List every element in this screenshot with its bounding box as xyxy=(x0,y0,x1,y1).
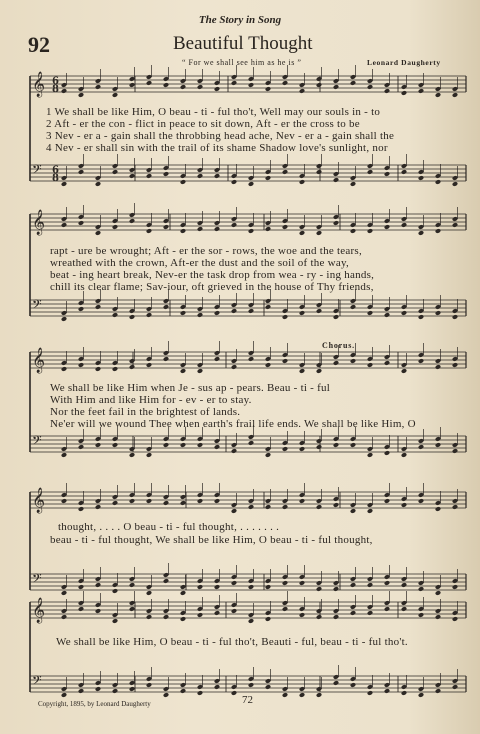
system-2-treble-note xyxy=(146,228,152,234)
system-2-bass-note xyxy=(214,310,220,316)
system-2-treble-note xyxy=(401,222,407,228)
system-1-treble-note xyxy=(61,88,67,94)
system-3-treble-note xyxy=(248,356,254,362)
system-1-bass-note xyxy=(61,181,67,187)
system-1-bass-note xyxy=(282,169,288,175)
system-1-bass-note xyxy=(180,179,186,185)
system-1-bass-note xyxy=(197,173,203,179)
system-3-bass-note xyxy=(180,442,186,448)
system-2-bass-note xyxy=(367,310,373,316)
system-2-treble-note xyxy=(316,230,322,236)
system-5-bass-note xyxy=(316,692,322,698)
system-1-treble-note xyxy=(316,82,322,88)
system-3-bass-note xyxy=(299,446,305,452)
system-1-treble-note xyxy=(333,84,339,90)
verse-1-line-1: 1 We shall be like Him, O beau - ti - ful tho't, Well may our souls in - to xyxy=(46,106,381,118)
system-1-treble-note xyxy=(299,88,305,94)
system-4-bass-note xyxy=(384,580,390,586)
system-3-treble-note xyxy=(282,358,288,364)
system-4-bass-note xyxy=(78,584,84,590)
system-3-bass-note xyxy=(418,444,424,450)
chorus-line-1: We shall be like Him when Je - sus ap - pears. Beau - ti - ful xyxy=(50,382,331,394)
system-3-treble-note xyxy=(418,358,424,364)
system-2-treble-note xyxy=(418,230,424,236)
system-5-bass-note xyxy=(384,688,390,694)
system-4-bass-note xyxy=(367,582,373,588)
system-2-bass-note xyxy=(61,316,67,322)
system-1-bass-note xyxy=(163,171,169,177)
system-4-treble-note xyxy=(146,498,152,504)
system-2-bass-note xyxy=(95,304,101,310)
system-4-bass-note xyxy=(146,590,152,596)
system-5-bass-note xyxy=(333,680,339,686)
system-3-treble-note xyxy=(384,360,390,366)
system-3-bass-note xyxy=(401,452,407,458)
system-4-bass-note xyxy=(214,584,220,590)
system-4-treble-note xyxy=(435,506,441,512)
system-3-treble-note xyxy=(367,362,373,368)
system-2-bass-note xyxy=(384,312,390,318)
system-4-treble-note xyxy=(214,498,220,504)
system-3-bass-note xyxy=(78,444,84,450)
system-1-bass-note xyxy=(231,179,237,185)
system-1-treble-note xyxy=(95,84,101,90)
system-4-bass-note xyxy=(197,584,203,590)
system-5-bass-note xyxy=(350,682,356,688)
system-4-bass-note xyxy=(350,582,356,588)
system-5-treble-note xyxy=(61,614,67,620)
system-1-treble-note xyxy=(435,92,441,98)
system-5-bass-note xyxy=(129,686,135,692)
system-4-treble-note xyxy=(248,504,254,510)
system-5-bass-note xyxy=(248,682,254,688)
system-3-treble-note xyxy=(146,362,152,368)
system-3-bass-note xyxy=(95,442,101,448)
system-4-bass-note xyxy=(333,586,339,592)
system-5-treble-note xyxy=(299,612,305,618)
system-1-treble-note xyxy=(418,88,424,94)
system-5-treble-note xyxy=(316,614,322,620)
system-3-treble-note xyxy=(163,356,169,362)
system-3-bass-note xyxy=(248,440,254,446)
system-5-bass-note xyxy=(265,684,271,690)
hymn-number: 92 xyxy=(28,32,50,57)
system-1-bass-note xyxy=(452,181,458,187)
system-1-bass-note xyxy=(401,169,407,175)
system-3-treble-note xyxy=(435,364,441,370)
system-2-treble-note xyxy=(61,222,67,228)
system-2-treble-note xyxy=(384,224,390,230)
system-1-treble-note xyxy=(248,82,254,88)
system-4-bass-note xyxy=(299,580,305,586)
system-2-bass-note xyxy=(129,314,135,320)
system-5-bass-note xyxy=(61,692,67,698)
system-1-bass-note xyxy=(418,175,424,181)
system-5-bass-note xyxy=(163,692,169,698)
system-1-bass-time-signature: 6 xyxy=(52,165,59,176)
system-5-bass-note xyxy=(231,690,237,696)
hymn-title: Beautiful Thought xyxy=(173,33,313,54)
system-3-treble-note xyxy=(265,362,271,368)
system-2-treble-note xyxy=(299,230,305,236)
system-4-bass-note xyxy=(435,590,441,596)
system-3-bass-note xyxy=(146,452,152,458)
system-5-treble-note xyxy=(129,606,135,612)
system-3-bass-note xyxy=(112,442,118,448)
system-4-treble-note xyxy=(61,498,67,504)
system-5-treble-note xyxy=(214,610,220,616)
system-4-bass-note xyxy=(418,586,424,592)
system-5-bass-note xyxy=(78,688,84,694)
system-2-bass-note xyxy=(299,310,305,316)
system-3-treble-note xyxy=(129,364,135,370)
system-5-treble-note xyxy=(401,606,407,612)
verse-2-line-1: 2 Aft - er the con - flict in peace to sit down, Aft - er the cross to be xyxy=(46,118,360,130)
system-1-bass-note xyxy=(435,179,441,185)
system-5-bass-note xyxy=(180,688,186,694)
system-4-bass-note xyxy=(95,582,101,588)
system-2-treble-note xyxy=(163,224,169,230)
system-3-treble-note xyxy=(316,368,322,374)
system-4-treble-note xyxy=(401,502,407,508)
system-1-bass-note xyxy=(367,169,373,175)
system-3-treble-note xyxy=(95,366,101,372)
composer-credit: Leonard Daugherty xyxy=(367,58,441,67)
chorus-label: Chorus. xyxy=(322,341,355,350)
system-2-bass-note xyxy=(401,310,407,316)
system-4-bass-note xyxy=(282,580,288,586)
system-2-treble-note xyxy=(231,222,237,228)
system-3-treble-note xyxy=(214,356,220,362)
system-1-treble-note xyxy=(452,92,458,98)
system-2-bass-note xyxy=(282,314,288,320)
system-2-treble-note xyxy=(265,226,271,232)
system-2-bass-note xyxy=(163,304,169,310)
system-4-bass-note xyxy=(129,582,135,588)
system-1-bass-note xyxy=(265,175,271,181)
system-1-treble-note xyxy=(163,82,169,88)
system-1-treble-note xyxy=(78,92,84,98)
system-5-treble-note xyxy=(163,614,169,620)
system-3-treble-note xyxy=(61,366,67,372)
system-4-treble-note xyxy=(95,504,101,510)
system-4-bass-note xyxy=(248,584,254,590)
system-1-treble-time-signature: 6 xyxy=(52,76,59,87)
system-3-treble-note xyxy=(452,362,458,368)
system-3-bass-note xyxy=(316,444,322,450)
treble-clef-icon: 𝄞 xyxy=(32,72,46,97)
system-3-bass-note xyxy=(265,452,271,458)
system-1-bass-note xyxy=(112,169,118,175)
bass-clef-icon: 𝄢 xyxy=(32,162,42,180)
treble-clef-icon: 𝄞 xyxy=(32,210,46,235)
system-5-bass-note xyxy=(282,692,288,698)
system-3-treble-note xyxy=(350,358,356,364)
treble-clef-icon: 𝄞 xyxy=(32,348,46,373)
system-1-treble-note xyxy=(231,80,237,86)
verse-3-line-1: 3 Nev - er a - gain shall the throbbing head ache, Nev - er a - gain shall the xyxy=(46,130,395,142)
system-2-bass-note xyxy=(316,308,322,314)
system-1-treble-note xyxy=(129,82,135,88)
system-4-treble-note xyxy=(78,506,84,512)
system-2-bass-note xyxy=(197,312,203,318)
system-3-bass-note xyxy=(231,448,237,454)
system-1-treble-note xyxy=(197,84,203,90)
system-2-bass-note xyxy=(350,304,356,310)
system-4-bass-note xyxy=(452,584,458,590)
system-3-bass-note xyxy=(367,452,373,458)
system-5-treble-note xyxy=(452,616,458,622)
verse-4-line-1: 4 Nev - er shall sin with the trail of its shame Shadow love's sunlight, nor xyxy=(46,142,388,154)
page-header: The Story in Song xyxy=(198,14,282,26)
system-1-bass-note xyxy=(316,169,322,175)
chorus-line-2: With Him and like Him for - ev - er to stay. xyxy=(50,394,252,406)
system-3-treble-note xyxy=(78,362,84,368)
system-5-treble-note xyxy=(78,606,84,612)
system-2-bass-note xyxy=(231,308,237,314)
system-5-treble-note xyxy=(146,614,152,620)
system-1-treble-note xyxy=(146,80,152,86)
system-3-bass-note xyxy=(282,446,288,452)
system-4-bass-note xyxy=(231,580,237,586)
system-3-bass-note xyxy=(333,442,339,448)
system-2-bass-note xyxy=(112,312,118,318)
system-3-bass-note xyxy=(61,452,67,458)
system-3-treble-note xyxy=(231,364,237,370)
verse-2-line-2: wreathed with the crown, Aft-er the dust and the soil of the way, xyxy=(50,257,350,269)
system-2-treble-note xyxy=(214,226,220,232)
system-5-bass-note xyxy=(367,690,373,696)
system-1-bass-note xyxy=(78,169,84,175)
system-4-treble-note xyxy=(163,500,169,506)
system-2-bass-note xyxy=(418,314,424,320)
system-3-bass-note xyxy=(384,450,390,456)
system-3-bass-note xyxy=(163,442,169,448)
system-1-treble-note xyxy=(265,86,271,92)
system-4-bass-note xyxy=(112,588,118,594)
system-5-treble-note xyxy=(197,612,203,618)
system-5-bass-note xyxy=(214,684,220,690)
system-2-treble-note xyxy=(248,228,254,234)
system-2-treble-note xyxy=(333,220,339,226)
system-1-bass-note xyxy=(129,173,135,179)
system-1-bass-time-signature: 8 xyxy=(52,173,59,184)
system-2-treble-note xyxy=(197,226,203,232)
copyright-notice: Copyright, 1895, by Leonard Daugherty xyxy=(38,700,151,708)
chorus-line-4: Ne'er will we wound Thee when earth's frail life ends. We shall be like Him, O xyxy=(50,418,416,430)
system-4-bass-note xyxy=(316,586,322,592)
system-4-treble-note xyxy=(180,500,186,506)
verse-4-line-2: chill its clear flame; Sav-iour, oft grieved in the house of Thy friends, xyxy=(50,281,374,293)
system-2-bass-note xyxy=(180,310,186,316)
system-4-treble-note xyxy=(231,508,237,514)
system-4-treble-note xyxy=(299,498,305,504)
system-5-treble-note xyxy=(231,608,237,614)
system-5-treble-note xyxy=(180,616,186,622)
system-4-treble-note xyxy=(316,504,322,510)
system-4-bass-note xyxy=(265,584,271,590)
system-4-treble-note xyxy=(452,504,458,510)
chorus-soprano-line: beau - ti - ful thought, We shall be like Him, O beau - ti - ful thought, xyxy=(50,534,373,546)
system-2-treble-note xyxy=(95,230,101,236)
system-5-treble-note xyxy=(112,618,118,624)
bass-clef-icon: 𝄢 xyxy=(32,571,42,589)
system-4-treble-note xyxy=(129,498,135,504)
system-5-bass-note xyxy=(452,684,458,690)
bass-clef-icon: 𝄢 xyxy=(32,297,42,315)
system-3-bass-note xyxy=(197,442,203,448)
system-5-treble-note xyxy=(282,606,288,612)
system-2-treble-note xyxy=(435,228,441,234)
chorus-line-3: Nor the feet fail in the brightest of lands. xyxy=(50,406,241,418)
system-5-bass-note xyxy=(418,692,424,698)
system-5-bass-note xyxy=(112,688,118,694)
system-3-treble-note xyxy=(112,366,118,372)
scripture-epigraph: “ For we shall see him as he is ” xyxy=(182,58,302,67)
system-1-treble-note xyxy=(401,90,407,96)
system-2-treble-note xyxy=(282,224,288,230)
system-5-bass-note xyxy=(146,682,152,688)
system-3-bass-note xyxy=(435,442,441,448)
system-3-treble-note xyxy=(333,360,339,366)
treble-clef-icon: 𝄞 xyxy=(32,488,46,513)
system-5-bass-note xyxy=(401,690,407,696)
system-2-treble-note xyxy=(452,222,458,228)
system-1-bass-note xyxy=(95,181,101,187)
system-2-bass-note xyxy=(435,310,441,316)
system-3-treble-note xyxy=(299,368,305,374)
system-3-bass-note xyxy=(214,444,220,450)
verse-3-line-2: beat - ing heart break, Nev-er the task drop from wea - ry - ing hands, xyxy=(50,269,375,281)
system-4-treble-note xyxy=(384,498,390,504)
system-5-treble-note xyxy=(384,606,390,612)
system-5-treble-note xyxy=(95,608,101,614)
system-5-bass-note xyxy=(299,692,305,698)
page-number: 72 xyxy=(242,694,253,706)
system-2-bass-note xyxy=(333,314,339,320)
system-1-bass-note xyxy=(299,179,305,185)
verse-1-line-2: rapt - ure be wrought; Aft - er the sor - rows, the woe and the tears, xyxy=(50,245,362,257)
system-2-treble-note xyxy=(350,228,356,234)
system-2-bass-note xyxy=(248,308,254,314)
system-4-bass-note xyxy=(401,582,407,588)
system-4-treble-note xyxy=(112,500,118,506)
system-3-treble-note xyxy=(197,368,203,374)
system-5-treble-note xyxy=(248,618,254,624)
system-1-treble-note xyxy=(367,84,373,90)
system-5-treble-note xyxy=(333,614,339,620)
system-5-treble-note xyxy=(435,614,441,620)
system-4-bass-note xyxy=(61,590,67,596)
system-4-treble-note xyxy=(333,502,339,508)
system-1-bass-note xyxy=(384,171,390,177)
system-1-treble-time-signature: 8 xyxy=(52,84,59,95)
system-2-bass-note xyxy=(452,314,458,320)
treble-clef-icon: 𝄞 xyxy=(32,598,46,623)
system-4-treble-note xyxy=(282,504,288,510)
system-4-treble-note xyxy=(350,508,356,514)
system-4-treble-note xyxy=(418,498,424,504)
system-4-treble-note xyxy=(367,508,373,514)
final-chorus-line: We shall be like Him, O beau - ti - ful tho't, Beauti - ful, beau - ti - ful tho't. xyxy=(56,636,408,648)
system-5-treble-note xyxy=(367,610,373,616)
system-2-treble-note xyxy=(180,228,186,234)
system-2-bass-note xyxy=(265,304,271,310)
bass-clef-icon: 𝄢 xyxy=(32,673,42,691)
system-3-bass-note xyxy=(129,452,135,458)
system-2-bass-note xyxy=(146,312,152,318)
system-3-treble-note xyxy=(401,368,407,374)
system-1-treble-note xyxy=(180,84,186,90)
bass-clef-icon: 𝄢 xyxy=(32,433,42,451)
system-1-treble-note xyxy=(214,86,220,92)
system-1-bass-note xyxy=(146,173,152,179)
system-5-bass-note xyxy=(435,688,441,694)
system-2-treble-note xyxy=(129,218,135,224)
system-5-treble-note xyxy=(350,610,356,616)
system-2-treble-note xyxy=(78,220,84,226)
system-5-bass-note xyxy=(95,686,101,692)
system-1-bass-note xyxy=(350,181,356,187)
system-4-bass-note xyxy=(163,578,169,584)
system-1-bass-note xyxy=(214,173,220,179)
system-4-treble-note xyxy=(197,498,203,504)
system-3-treble-note xyxy=(180,368,186,374)
system-3-bass-note xyxy=(350,442,356,448)
system-1-treble-note xyxy=(350,80,356,86)
system-1-treble-note xyxy=(384,88,390,94)
system-2-treble-note xyxy=(367,228,373,234)
system-1-bass-note xyxy=(248,181,254,187)
system-1-treble-note xyxy=(282,80,288,86)
system-2-treble-note xyxy=(112,224,118,230)
system-3-bass-note xyxy=(452,448,458,454)
system-4-treble-note xyxy=(265,504,271,510)
system-1-treble-note xyxy=(112,92,118,98)
system-2-bass-note xyxy=(78,306,84,312)
chorus-tenor-line: thought, . . . . O beau - ti - ful thought, . . . . . . . xyxy=(58,521,280,533)
system-5-bass-note xyxy=(197,690,203,696)
system-4-bass-note xyxy=(180,590,186,596)
system-5-treble-note xyxy=(418,612,424,618)
system-5-treble-note xyxy=(265,616,271,622)
system-1-bass-note xyxy=(333,177,339,183)
